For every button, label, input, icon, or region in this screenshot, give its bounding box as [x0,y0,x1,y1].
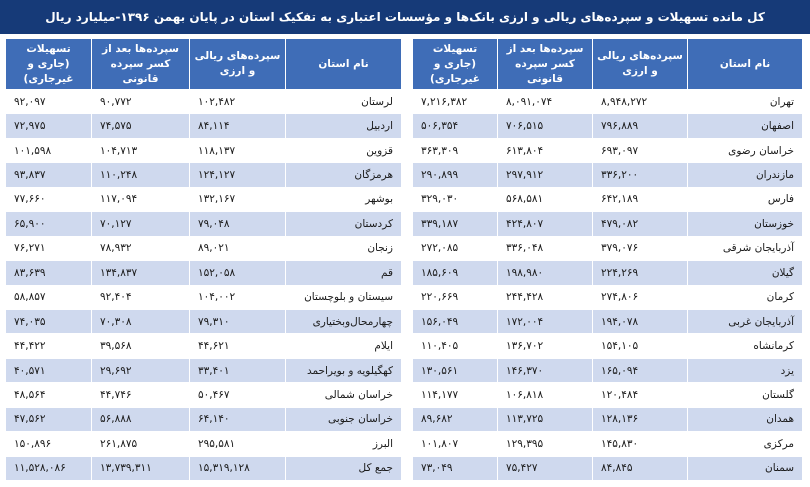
header-province: نام استان [286,39,402,90]
net-deposits-value: ۷۰,۱۲۷ [92,212,190,236]
net-deposits-value: ۱۷۲,۰۰۴ [498,309,593,333]
deposits-value: ۵۰,۴۶۷ [190,383,286,407]
header-loans: تسهیلات (جاری و غیرجاری) [413,39,498,90]
province-name: خراسان شمالی [286,383,402,407]
province-name: چهارمحال‌وبختیاری [286,309,402,333]
province-name: مرکزی [688,432,803,456]
net-deposits-value: ۱۹۸,۹۸۰ [498,261,593,285]
loans-value: ۲۷۲,۰۸۵ [413,236,498,260]
table-row [6,432,402,456]
net-deposits-value: ۱۳۶,۷۰۲ [498,334,593,358]
deposits-value: ۱۲۰,۴۸۴ [593,383,688,407]
deposits-value: ۱۰۲,۴۸۲ [190,90,286,114]
deposits-value: ۱۴۵,۸۳۰ [593,432,688,456]
deposits-value: ۷۹,۳۱۰ [190,309,286,333]
header-deposits: سپرده‌های ریالی و ارزی [593,39,688,90]
table-row [413,432,803,456]
net-deposits-value: ۱۲۹,۳۹۵ [498,432,593,456]
net-deposits-value: ۵۶,۸۸۸ [92,407,190,431]
table-row [413,358,803,382]
loans-value: ۱۳۰,۵۶۱ [413,358,498,382]
table-row [6,212,402,236]
net-deposits-value: ۱۰۶,۸۱۸ [498,383,593,407]
table-row [413,456,803,480]
province-name: ایلام [286,334,402,358]
deposits-value: ۱۲۴,۱۲۷ [190,163,286,187]
table-row [413,261,803,285]
table-row [413,236,803,260]
province-name: خراسان جنوبی [286,407,402,431]
table-row [6,407,402,431]
net-deposits-value: ۱۱۳,۷۲۵ [498,407,593,431]
loans-value: ۴۴,۴۲۲ [6,334,92,358]
deposits-value: ۱۱۸,۱۳۷ [190,138,286,162]
deposits-value: ۱۵۲,۰۵۸ [190,261,286,285]
deposits-value: ۲۷۴,۸۰۶ [593,285,688,309]
province-name: اردبیل [286,114,402,138]
provinces-table-left [5,38,402,481]
net-deposits-value: ۶۱۳,۸۰۴ [498,138,593,162]
province-name: گیلان [688,261,803,285]
loans-value: ۴۰,۵۷۱ [6,358,92,382]
table-row [6,163,402,187]
table-row [6,456,402,480]
province-name: کردستان [286,212,402,236]
provinces-table-right [412,38,803,481]
loans-value: ۳۳۹,۱۸۷ [413,212,498,236]
province-name: قم [286,261,402,285]
province-name: همدان [688,407,803,431]
loans-value: ۸۹,۶۸۲ [413,407,498,431]
deposits-value: ۲۲۴,۲۶۹ [593,261,688,285]
net-deposits-value: ۱۳۴,۸۳۷ [92,261,190,285]
deposits-value: ۳۳۶,۲۰۰ [593,163,688,187]
net-deposits-value: ۱۳,۷۳۹,۳۱۱ [92,456,190,480]
loans-value: ۲۲۰,۶۶۹ [413,285,498,309]
province-name: اصفهان [688,114,803,138]
page-title: کل مانده تسهیلات و سپرده‌های ریالی و ارزی بانک‌ها و مؤسسات اعتباری به تفکیک استان در پایان بهمن ۱۳۹۶-میلیارد ریال [0,0,810,34]
loans-value: ۱۵۶,۰۴۹ [413,309,498,333]
deposits-value: ۸۴,۸۴۵ [593,456,688,480]
table-row [413,138,803,162]
table-row [6,114,402,138]
loans-value: ۱۱۰,۴۰۵ [413,334,498,358]
loans-value: ۹۳,۸۳۷ [6,163,92,187]
net-deposits-value: ۴۲۴,۸۰۷ [498,212,593,236]
table-row [6,90,402,114]
net-deposits-value: ۲۹,۶۹۲ [92,358,190,382]
loans-value: ۶۵,۹۰۰ [6,212,92,236]
deposits-value: ۳۷۹,۰۷۶ [593,236,688,260]
loans-value: ۱۱,۵۲۸,۰۸۶ [6,456,92,480]
province-name: هرمزگان [286,163,402,187]
table-row [413,163,803,187]
loans-value: ۹۲,۰۹۷ [6,90,92,114]
deposits-value: ۲۹۵,۵۸۱ [190,432,286,456]
loans-value: ۷۲,۹۷۵ [6,114,92,138]
net-deposits-value: ۹۲,۴۰۴ [92,285,190,309]
loans-value: ۱۸۵,۶۰۹ [413,261,498,285]
table-row [6,358,402,382]
province-name: آذربایجان غربی [688,309,803,333]
net-deposits-value: ۷۴,۵۷۵ [92,114,190,138]
province-name: جمع کل [286,456,402,480]
province-name: سمنان [688,456,803,480]
province-name: کرمانشاه [688,334,803,358]
deposits-value: ۱۶۵,۰۹۴ [593,358,688,382]
header-row [6,39,402,90]
deposits-value: ۸,۹۴۸,۲۷۲ [593,90,688,114]
deposits-value: ۱۰۴,۰۰۲ [190,285,286,309]
table-row [413,309,803,333]
net-deposits-value: ۱۴۶,۳۷۰ [498,358,593,382]
deposits-value: ۱۲۸,۱۳۶ [593,407,688,431]
deposits-value: ۸۹,۰۲۱ [190,236,286,260]
province-name: لرستان [286,90,402,114]
table-row [413,90,803,114]
loans-value: ۷۳,۰۴۹ [413,456,498,480]
loans-value: ۸۳,۶۳۹ [6,261,92,285]
deposits-value: ۶۴۲,۱۸۹ [593,187,688,211]
province-name: قزوین [286,138,402,162]
loans-value: ۴۸,۵۶۴ [6,383,92,407]
province-name: سیستان و بلوچستان [286,285,402,309]
net-deposits-value: ۱۱۰,۲۴۸ [92,163,190,187]
net-deposits-value: ۹۰,۷۷۲ [92,90,190,114]
deposits-value: ۱۳۲,۱۶۷ [190,187,286,211]
table-row [6,383,402,407]
table-row [413,187,803,211]
loans-value: ۴۷,۵۶۲ [6,407,92,431]
loans-value: ۷۷,۶۶۰ [6,187,92,211]
loans-value: ۳۲۹,۰۳۰ [413,187,498,211]
loans-value: ۱۵۰,۸۹۶ [6,432,92,456]
net-deposits-value: ۷۰۶,۵۱۵ [498,114,593,138]
net-deposits-value: ۲۴۴,۴۲۸ [498,285,593,309]
table-row [413,285,803,309]
table-body-right [413,90,803,481]
province-name: تهران [688,90,803,114]
table-body-left [6,90,402,481]
net-deposits-value: ۷۵,۴۲۷ [498,456,593,480]
header-deposits: سپرده‌های ریالی و ارزی [190,39,286,90]
deposits-value: ۴۷۹,۰۸۲ [593,212,688,236]
header-net-deposits: سپرده‌ها بعد از کسر سپرده قانونی [92,39,190,90]
province-name: خراسان رضوی [688,138,803,162]
header-row [413,39,803,90]
table-row [413,407,803,431]
loans-value: ۷,۲۱۶,۳۸۲ [413,90,498,114]
header-loans: تسهیلات (جاری و غیرجاری) [6,39,92,90]
header-net-deposits: سپرده‌ها بعد از کسر سپرده قانونی [498,39,593,90]
deposits-value: ۳۳,۴۰۱ [190,358,286,382]
loans-value: ۲۹۰,۸۹۹ [413,163,498,187]
deposits-value: ۱۵,۳۱۹,۱۲۸ [190,456,286,480]
province-name: البرز [286,432,402,456]
loans-value: ۵۸,۸۵۷ [6,285,92,309]
deposits-value: ۸۴,۱۱۴ [190,114,286,138]
table-row [413,334,803,358]
net-deposits-value: ۳۹,۵۶۸ [92,334,190,358]
loans-value: ۱۱۴,۱۷۷ [413,383,498,407]
loans-value: ۷۶,۲۷۱ [6,236,92,260]
net-deposits-value: ۳۳۶,۰۴۸ [498,236,593,260]
deposits-value: ۴۴,۶۲۱ [190,334,286,358]
deposits-value: ۷۹,۰۴۸ [190,212,286,236]
table-row [6,138,402,162]
net-deposits-value: ۱۱۷,۰۹۴ [92,187,190,211]
table-row [6,236,402,260]
province-name: یزد [688,358,803,382]
net-deposits-value: ۲۹۷,۹۱۲ [498,163,593,187]
province-name: زنجان [286,236,402,260]
table-row [6,334,402,358]
net-deposits-value: ۵۶۸,۵۸۱ [498,187,593,211]
province-name: مازندران [688,163,803,187]
table-row [413,383,803,407]
deposits-value: ۱۵۴,۱۰۵ [593,334,688,358]
province-name: کرمان [688,285,803,309]
province-name: گلستان [688,383,803,407]
net-deposits-value: ۸,۰۹۱,۰۷۴ [498,90,593,114]
net-deposits-value: ۷۰,۳۰۸ [92,309,190,333]
deposits-value: ۶۴,۱۴۰ [190,407,286,431]
deposits-value: ۷۹۶,۸۸۹ [593,114,688,138]
province-name: خوزستان [688,212,803,236]
loans-value: ۷۴,۰۳۵ [6,309,92,333]
loans-value: ۱۰۱,۵۹۸ [6,138,92,162]
deposits-value: ۱۹۴,۰۷۸ [593,309,688,333]
net-deposits-value: ۷۸,۹۳۲ [92,236,190,260]
province-name: بوشهر [286,187,402,211]
province-name: کهگیلویه و بویراحمد [286,358,402,382]
loans-value: ۱۰۱,۸۰۷ [413,432,498,456]
table-row [6,309,402,333]
table-row [6,261,402,285]
net-deposits-value: ۱۰۴,۷۱۳ [92,138,190,162]
deposits-value: ۶۹۳,۰۹۷ [593,138,688,162]
table-row [413,212,803,236]
loans-value: ۳۶۳,۳۰۹ [413,138,498,162]
province-name: فارس [688,187,803,211]
province-name: آذربایجان شرقی [688,236,803,260]
loans-value: ۵۰۶,۳۵۴ [413,114,498,138]
net-deposits-value: ۲۶۱,۸۷۵ [92,432,190,456]
table-row [413,114,803,138]
table-row [6,187,402,211]
header-province: نام استان [688,39,803,90]
net-deposits-value: ۴۴,۷۴۶ [92,383,190,407]
table-row [6,285,402,309]
table-divider [404,38,408,483]
